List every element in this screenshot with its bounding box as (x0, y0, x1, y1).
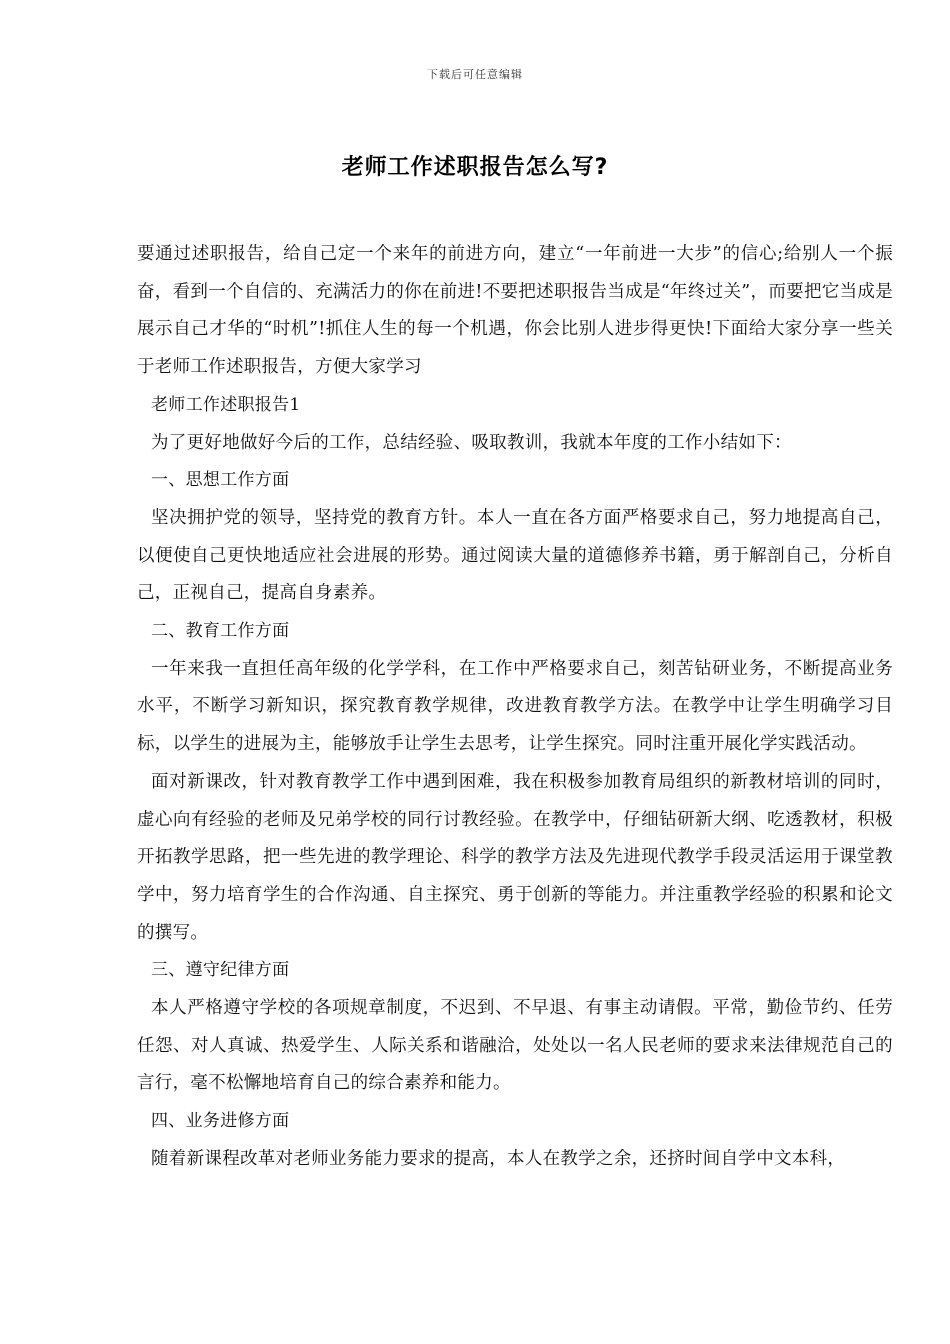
intro-paragraph: 要通过述职报告，给自己定一个来年的前进方向，建立“一年前进一大步”的信心;给别人一个振奋，看到一个自信的、充满活力的你在前进!不要把述职报告当成是“年终过关”，而要把它当成是展示自己才华的“时机”!抓住人生的每一个机遇，你会比别人进步得更快!下面给大家分享一些关于老师工作述职报告，方便大家学习 (137, 244, 893, 378)
page-title: 老师工作述职报告怎么写? (341, 155, 609, 180)
section-paragraph: 面对新课改，针对教育教学工作中遇到困难，我在积极参加教育局组织的新教材培训的同时，虚心向有经验的老师及兄弟学校的同行讨教经验。在教学中，仔细钻研新大纲、吃透教材，积极开拓教学思路，把一些先进的教学理论、科学的教学方法及先进现代教学手段灵活运用于课堂教学中，努力培育学生的合作沟通、自主探究、勇于创新的等能力。并注重教学经验的积累和论文的撰写。 (137, 771, 893, 943)
report-heading: 老师工作述职报告1 (151, 394, 301, 415)
section-paragraph: 随着新课程改革对老师业务能力要求的提高，本人在教学之余，还挤时间自学中文本科， (151, 1148, 846, 1169)
section-heading-discipline: 三、遵守纪律方面 (151, 960, 290, 981)
section-heading-thought: 一、思想工作方面 (151, 470, 290, 491)
section-heading-education: 二、教育工作方面 (151, 621, 290, 642)
header-note: 下载后可任意编辑 (427, 68, 523, 81)
section-paragraph: 一年来我一直担任高年级的化学学科，在工作中严格要求自己，刻苦钻研业务，不断提高业务水平，不断学习新知识，探究教育教学规律，改进教育教学方法。在教学中让学生明确学习目标，以学生的进展为主，能够放手让学生去思考，让学生探究。同时注重开展化学实践活动。 (137, 658, 893, 755)
opening-paragraph: 为了更好地做好今后的工作，总结经验、吸取教训，我就本年度的工作小结如下： (151, 432, 792, 453)
document-body (137, 236, 893, 1179)
section-paragraph: 坚决拥护党的领导，坚持党的教育方针。本人一直在各方面严格要求自己，努力地提高自己，以便使自己更快地适应社会进展的形势。通过阅读大量的道德修养书籍，勇于解剖自己，分析自己，正视自己，提高自身素养。 (137, 507, 893, 604)
section-paragraph: 本人严格遵守学校的各项规章制度，不迟到、不早退、有事主动请假。平常，勤俭节约、任劳任怨、对人真诚、热爱学生、人际关系和谐融洽，处处以一名人民老师的要求来法律规范自己的言行，毫不松懈地培育自己的综合素养和能力。 (137, 998, 893, 1094)
section-heading-study: 四、业务进修方面 (151, 1111, 290, 1132)
